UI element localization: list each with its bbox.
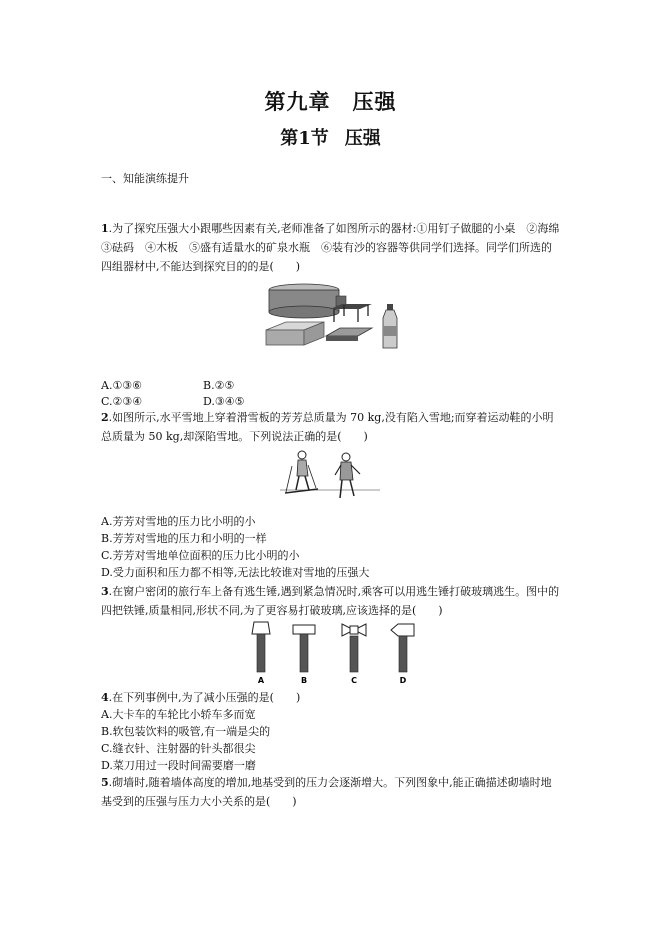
hammer-label-c: C xyxy=(351,676,357,685)
hammer-a xyxy=(252,622,270,685)
q1-option-a: A.①③⑥ xyxy=(101,379,143,392)
hammer-label-b: B xyxy=(300,676,308,685)
question-5: 5.砌墙时,随着墙体高度的增加,地基受到的压力会逐渐增大。下列图象中,能正确描述砌墙时地基受到的压强与压力大小关系的是( ) xyxy=(101,776,552,808)
q2-option-b: B.芳芳对雪地的压力和小明的一样 xyxy=(101,532,267,545)
question-3: 3.在窗户密闭的旅行车上备有逃生锤,遇到紧急情况时,乘客可以用逃生锤打破玻璃逃生。图中的四把铁锤,质量相同,形状不同,为了更容易打破玻璃,应该选择的是( ) xyxy=(101,585,560,617)
q4-option-d: D.菜刀用过一段时间需要磨一磨 xyxy=(101,759,256,772)
water-bottle xyxy=(383,304,397,348)
q2-option-d: D.受力面积和压力都不相等,无法比较谁对雪地的压强大 xyxy=(101,566,370,579)
skier-fangfang xyxy=(285,451,318,493)
section-title: 第1节 压强 xyxy=(280,128,381,149)
q1-option-d: D.③④⑤ xyxy=(203,395,245,408)
hammer-b xyxy=(293,625,315,685)
q2-option-c: C.芳芳对雪地单位面积的压力比小明的小 xyxy=(101,549,300,562)
q4-option-c: C.缝衣针、注射器的针头都很尖 xyxy=(101,742,256,755)
q1-option-c: C.②③④ xyxy=(101,395,143,408)
hammer-c xyxy=(342,624,366,685)
sand-container xyxy=(269,284,339,318)
question-1-figure xyxy=(264,282,412,352)
question-2: 2.如图所示,水平雪地上穿着滑雪板的芳芳总质量为 70 kg,没有陷入雪地;而穿着运动鞋的小明总质量为 50 kg,却深陷雪地。下列说法正确的是( ) xyxy=(101,411,554,443)
q4-option-a: A.大卡车的车轮比小轿车多而宽 xyxy=(101,708,256,721)
q4-option-b: B.软包装饮料的吸管,有一端是尖的 xyxy=(101,725,271,738)
chapter-title: 第九章 压强 xyxy=(264,89,397,114)
question-3-figure xyxy=(248,620,418,686)
walker-xiaoming xyxy=(335,453,360,498)
question-4: 4.在下列事例中,为了减小压强的是( ) xyxy=(101,691,301,704)
sponge xyxy=(266,322,324,345)
question-1: 1.为了探究压强大小跟哪些因素有关,老师准备了如图所示的器材:①用钉子做腿的小桌 ②海绵 ③砝码 ④木板 ⑤盛有适量水的矿泉水瓶 ⑥装有沙的容器等供同学们选择。同学们所选的四组器材中,不能达到探究目的的是( ) xyxy=(101,222,571,273)
hammer-label-a: A xyxy=(257,676,265,685)
hammer-d xyxy=(391,624,414,685)
q2-option-a: A.芳芳对雪地的压力比小明的小 xyxy=(101,515,256,528)
hammer-label-d: D xyxy=(399,676,407,685)
wooden-board xyxy=(326,328,372,341)
q1-option-b: B.②⑤ xyxy=(203,379,235,392)
question-2-figure xyxy=(280,448,380,508)
small-table xyxy=(330,296,372,322)
part-heading: 一、知能演练提升 xyxy=(101,172,189,185)
